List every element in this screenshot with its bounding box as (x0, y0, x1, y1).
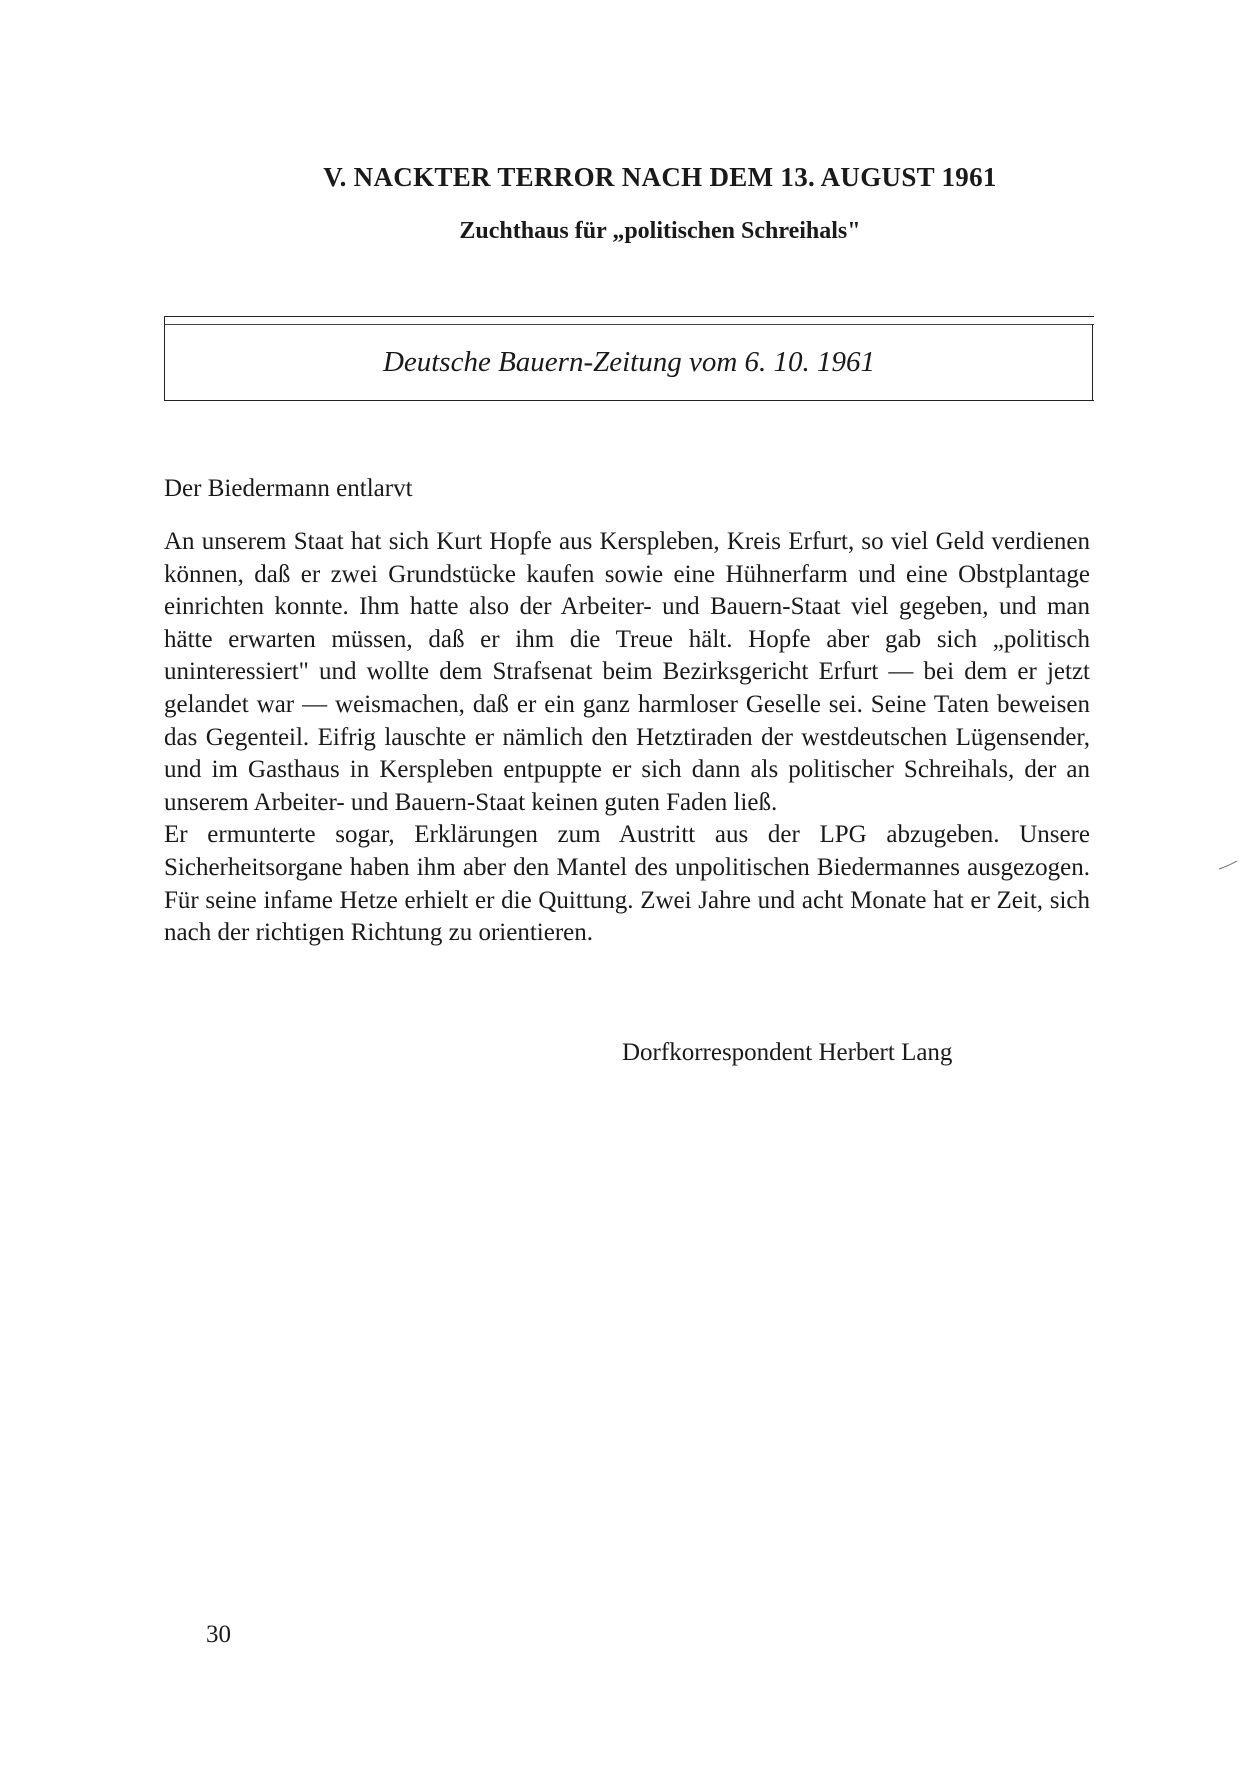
article-signature: Dorfkorrespondent Herbert Lang (622, 1039, 953, 1066)
article-paragraph: An unserem Staat hat sich Kurt Hopfe aus Kerspleben, Kreis Erfurt, so viel Geld verdienen können, daß er zwei Grundstücke kaufen sowie eine Hühnerfarm und eine Obstplantage einrichten konnte. Ihm hatte also der Arbeiter- und Bauern-Staat viel gegeben, und man hätte erwarten müssen, daß er ihm die Treue hält. Hopfe aber gab sich „politisch uninteressiert" und wollte dem Strafsenat beim Bezirksgericht Erfurt — bei dem er jetzt gelandet war — weismachen, daß er ein ganz harmloser Geselle sei. Seine Taten beweisen das Gegenteil. Eifrig lauschte er nämlich den Hetztiraden der westdeutschen Lügensender, und im Gasthaus in Kerspleben entpuppte er sich dann als politischer Schreihals, der an unserem Arbeiter- und Bauern-Staat keinen guten Faden ließ. (164, 528, 1090, 816)
article-body (164, 526, 1090, 950)
source-box (164, 316, 1094, 401)
source-citation: Deutsche Bauern-Zeitung vom 6. 10. 1961 (382, 346, 876, 378)
article-paragraph: Er ermunterte sogar, Erklärungen zum Austritt aus der LPG abzugeben. Unsere Sicherheitsorgane haben ihm aber den Mantel des unpolitischen Biedermannes ausgezogen. Für seine infame Hetze erhielt er die Quittung. Zwei Jahre und acht Monate hat er Zeit, sich nach der richtigen Richtung zu orientieren. (164, 821, 1090, 947)
chapter-title: V. NACKTER TERROR NACH DEM 13. AUGUST 1961 (323, 162, 997, 192)
source-box-bottom-rule (164, 400, 1094, 401)
source-box-inner-rule (164, 324, 1094, 325)
section-title: Zuchthaus für „politischen Schreihals" (459, 218, 861, 244)
article-heading: Der Biedermann entlarvt (164, 475, 413, 502)
pencil-mark-icon (1218, 860, 1238, 870)
page-number: 30 (206, 1621, 231, 1648)
source-box-top-rule (164, 316, 1094, 317)
